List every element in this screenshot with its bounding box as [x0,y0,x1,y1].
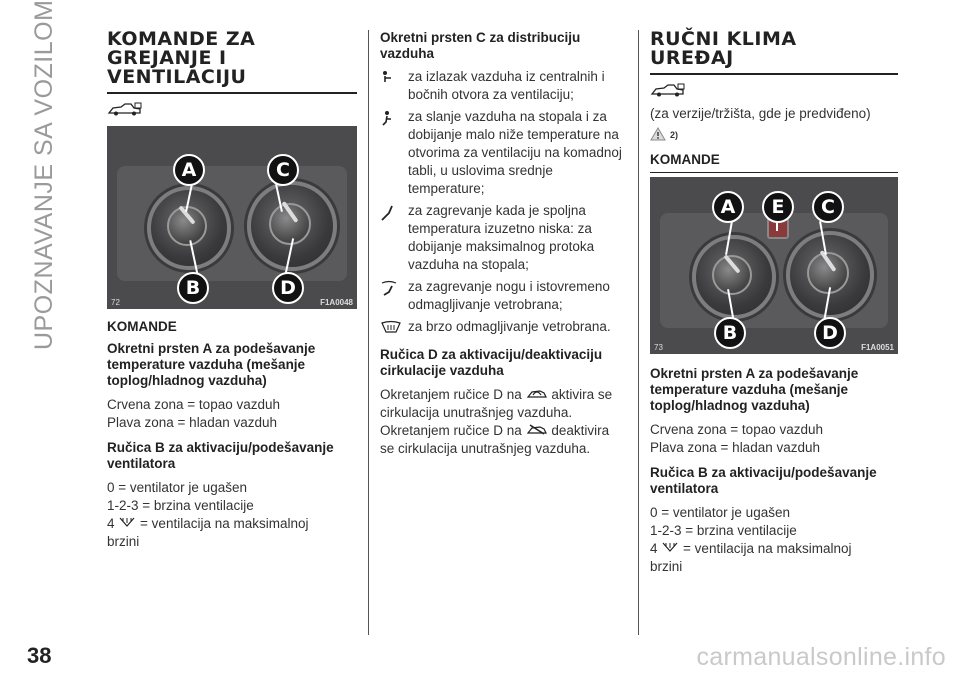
list-item [380,278,625,314]
text-fragment: deaktivira [551,423,610,438]
list-item [380,68,625,104]
title-underline [107,92,357,94]
text-line: Plava zona = hladan vazduh [650,440,821,455]
page-number: 38 [27,643,52,668]
column-divider [368,30,369,635]
text-line: brzini [107,534,140,549]
callout-label: C [812,191,844,223]
text-line [650,540,898,558]
callout-label: D [814,317,846,349]
availability-note: (za verzije/tržišta, gde je predviđeno) [650,106,871,121]
text-fragment: Okretanjem ručice D na [380,387,522,402]
section-heading: Okretni prsten C za distribuciju vazduha [380,30,581,61]
feet-defrost-icon [380,278,408,303]
fan-max-icon [661,541,679,556]
section-title [650,30,898,75]
fan-max-text: = ventilacija na maksimalnoj [683,541,852,556]
text-line: Plava zona = hladan vazduh [107,415,278,430]
text-fragment: aktivira se [551,387,613,402]
figure-code: F1A0048 [320,298,353,307]
text-line: 0 = ventilator je ugašen [107,480,247,495]
car-variant-icon [107,102,357,118]
section-title [107,30,357,94]
sidebar-section-title: UPOZNAVANJE SA VOZILOM [30,0,58,350]
figure-number: 73 [654,343,663,352]
warning-ref-number: 2) [670,130,679,140]
column-air-distribution [380,30,625,458]
column-divider [638,30,639,635]
title-line: VENTILACIJU [107,66,247,88]
figure-number: 72 [111,298,120,307]
section-heading: Okretni prsten A za podešavanje temperature vazduha (mešanje toplog/hladnog vazduha) [107,341,316,388]
section-heading: Ručica D za aktivaciju/deaktivaciju cirkulacije vazduha [380,347,603,378]
list-item-text: za slanje vazduha na stopala i za dobijanje malo niže temperature na otvorima za ventilaciju na komadnoj tabli, u uslovima srednje temperature; [408,109,622,196]
callout-label: C [267,154,299,186]
callout-label: D [272,272,304,304]
title-underline [650,73,898,75]
list-item [380,202,625,274]
text-line [380,422,625,440]
heating-controls-figure [107,126,357,309]
column-heating-ventilation [107,30,357,551]
callout-label: A [173,154,205,186]
text-line: cirkulacija unutrašnjeg vazduha. [380,405,573,420]
title-line: GREJANJE I [107,47,227,69]
column-manual-climate [650,30,898,576]
climate-controls-figure [650,177,898,354]
windshield-defrost-icon [380,318,408,339]
list-item [380,108,625,198]
title-line: UREĐAJ [650,47,734,69]
fan-level: 4 [650,541,658,556]
callout-label: A [712,191,744,223]
text-line: se cirkulacija unutrašnjeg vazduha. [380,441,591,456]
section-heading: Ručica B za aktivaciju/podešavanje ventilatora [650,465,877,496]
recirculation-on-icon [526,387,548,402]
title-line: KOMANDE ZA [107,28,256,50]
list-item-text: za zagrevanje nogu i istovremeno odmagljivanje vetrobrana; [408,279,610,312]
fan-level: 4 [107,516,115,531]
text-line: 1-2-3 = brzina ventilacije [650,523,797,538]
sub-heading: KOMANDE [107,319,177,334]
section-heading: Okretni prsten A za podešavanje temperature vazduha (mešanje toplog/hladnog vazduha) [650,366,859,413]
feet-vent-icon [380,202,408,227]
list-item-text: za zagrevanje kada je spoljna temperatura izuzetno niska: za dobijanje maksimalnog protoka vazduha na stopala; [408,203,595,272]
callout-label: B [177,272,209,304]
title-line: RUČNI KLIMA [650,28,797,50]
section-heading: Ručica B za aktivaciju/podešavanje ventilatora [107,440,334,471]
list-item-text: za brzo odmagljivanje vetrobrana. [408,319,611,334]
figure-code: F1A0051 [861,343,894,352]
text-line: brzini [650,559,683,574]
text-line: Crvena zona = topao vazduh [650,422,823,437]
text-line: Crvena zona = topao vazduh [107,397,280,412]
text-line: 0 = ventilator je ugašen [650,505,790,520]
fan-max-icon [118,516,136,531]
warning-triangle-icon [650,127,666,143]
list-item-text: za izlazak vazduha iz centralnih i bočnih otvora za ventilaciju; [408,69,605,102]
sub-heading: KOMANDE [650,152,720,167]
subheading-underline [650,172,898,173]
face-vent-icon [380,68,408,91]
text-line [380,386,625,404]
car-variant-icon [650,83,898,99]
warning-reference [650,127,678,143]
fan-max-text: = ventilacija na maksimalnoj [140,516,309,531]
recirculation-off-icon [526,423,548,438]
text-line: 1-2-3 = brzina ventilacije [107,498,254,513]
list-item [380,318,625,339]
face-feet-vent-icon [380,108,408,133]
watermark: carmanualsonline.info [696,643,946,671]
text-fragment: Okretanjem ručice D na [380,423,522,438]
callout-label: B [714,317,746,349]
text-line [107,515,357,533]
callout-label: E [762,191,794,223]
